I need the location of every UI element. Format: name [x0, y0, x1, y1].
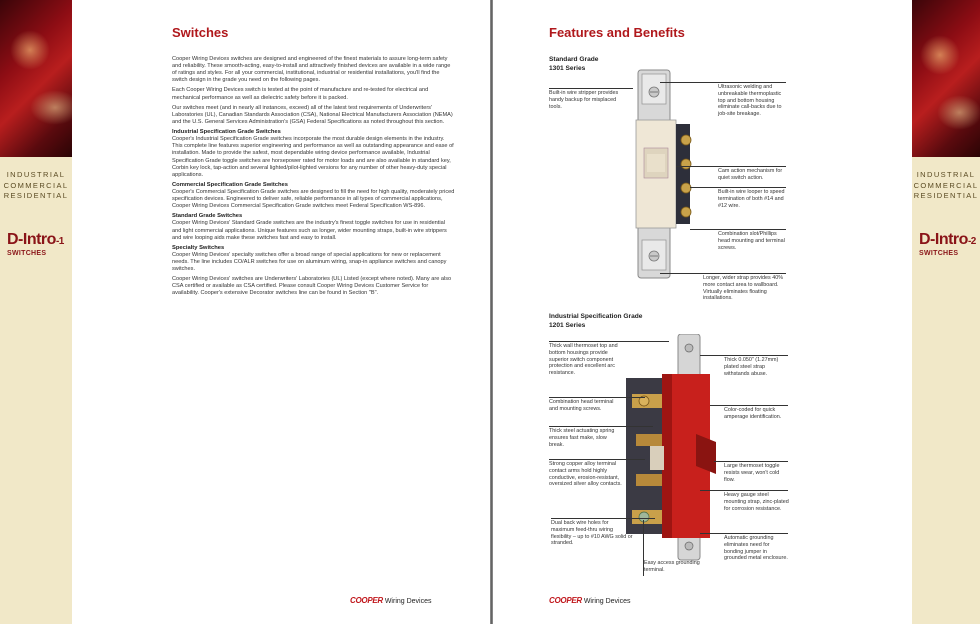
section-label: SWITCHES: [919, 250, 959, 257]
page-code-label: D-Intro: [7, 231, 56, 248]
cooper-logo: [350, 596, 432, 605]
callout-leader: [549, 397, 645, 398]
page-code: [919, 231, 976, 249]
industrial-grade-heading: [549, 313, 642, 330]
grade-name: Standard Grade: [549, 56, 599, 63]
section-text: Cooper Wiring Devices' Standard Grade switches are the industry's finest toggle switches for use in residential and light commercial applications. Unique features such as longer, wider mounting straps, built-in wire strippers and wire looping aids make these switches fast and easy to install.: [172, 220, 447, 241]
callout-leader: [714, 461, 788, 462]
callout-leader: [700, 355, 788, 356]
standard-grade-heading: [549, 56, 598, 73]
callout-contact-arms: Strong copper alloy terminal contact arms hold highly conductive, erosion-resistant, oversized silver alloy contacts.: [549, 461, 622, 488]
right-sidebar: [912, 0, 980, 624]
callout-leader: [690, 229, 786, 230]
callout-cam-action: Cam action mechanism for quiet switch action.: [718, 168, 783, 181]
page-code-label: D-Intro: [919, 231, 968, 248]
section-text: Cooper's Industrial Specification Grade switches incorporate the most durable design elements in the industry. This complete line features superior engineering and performance as well as outstanding appearance and ease of installation. Made to provide the safest, most dependable wiring device performance available, Industrial Specification Grade toggle switches are horsepower rated for motor loads and are also available in standard key, Corbin key lock, tap-action and several lighted/pilot-lighted versions for any number of other heavy-duty special applications.: [172, 136, 454, 178]
callout-actuating-spring: Thick steel actuating spring ensures fast make, slow break.: [549, 428, 615, 448]
cooper-logo: [549, 596, 631, 605]
body-text: [172, 56, 455, 301]
callout-thermoset-housing: Thick wall thermoset top and bottom housings provide superior switch component protection and excellent arc resistance.: [549, 343, 618, 377]
callout-ultrasonic-welding: Ultrasonic welding and unbreakable thermoplastic top and bottom housing eliminate call-backs due to job-site breakage.: [718, 84, 782, 118]
closing-paragraph: Cooper Wiring Devices' switches are Underwriters' Laboratories (UL) Listed (except where noted). Many are also CSA certified or available as CSA certified. Please consult Cooper Wiring Devices Customer Service for availability. Cooper's extensive Decorator switches line can be found in Section "B".: [172, 276, 452, 297]
section-heading: Specialty Switches: [172, 244, 225, 251]
callout-wider-strap: Longer, wider strap provides 40% more contact area to wallboard. Virtually eliminates floating installations.: [703, 275, 784, 302]
left-sidebar: [0, 0, 72, 624]
callout-color-coded: Color-coded for quick amperage identification.: [724, 407, 782, 420]
page-gutter: [490, 0, 493, 624]
section-heading: Industrial Specification Grade Switches: [172, 129, 281, 136]
section-text: Cooper's Commercial Specification Grade switches are designed to fill the need for high quality, moderately priced specification devices. Engineered to deliver safe, reliable performance in all types of commercial applications, Cooper Wiring Devices Commercial Specification Grade switches meet Federal Specification WS-896.: [172, 188, 455, 210]
callout-leader: [710, 405, 788, 406]
section-heading: Commercial Specification Grade Switches: [172, 181, 288, 188]
market-industrial: INDUSTRIAL: [6, 170, 66, 179]
callout-mounting-strap: Heavy gauge steel mounting strap, zinc-plated for corrosion resistance.: [724, 492, 789, 512]
callout-combination-slot: Combination slot/Phillips head mounting and terminal screws.: [718, 231, 785, 251]
callout-leader: [551, 518, 655, 519]
page-title: Features and Benefits: [549, 25, 685, 40]
page-title: Switches: [172, 25, 229, 40]
industrial-switch-image: [622, 334, 726, 562]
page-code: [7, 231, 64, 249]
sidebar-photo: [0, 0, 72, 157]
callout-thermoset-toggle: Large thermoset toggle resists wear, won't cold flow.: [724, 463, 780, 483]
logo-mark: COOPER: [549, 596, 582, 605]
page-number: -2: [967, 236, 976, 247]
callout-wire-looper: Built-in wire looper to speed termination of both #14 and #12 wire.: [718, 189, 785, 209]
callout-grounding-terminal: Easy access grounding terminal.: [644, 560, 700, 573]
grade-name: Industrial Specification Grade: [549, 313, 643, 320]
series-name: 1201 Series: [549, 321, 586, 329]
callout-leader: [549, 88, 633, 89]
callout-back-wire-holes: Dual back wire holes for maximum feed-thru wiring flexibility – up to #10 AWG solid or stranded.: [551, 520, 633, 547]
callout-leader: [549, 426, 653, 427]
callout-leader: [660, 273, 786, 274]
series-name: 1301 Series: [549, 64, 586, 72]
callout-leader: [690, 187, 786, 188]
market-industrial: INDUSTRIAL: [916, 170, 976, 179]
callout-leader: [700, 490, 788, 491]
intro-paragraph: Our switches meet (and in nearly all instances, exceed) all of the latest test requirements of Underwriters' Laboratories (UL), Canadian Standards Association (CSA), National Electrical Manufacturers Association (NEMA) and the U.S. General Services Administration's (GSA) Federal Specifications as noted throughout this section.: [172, 104, 453, 125]
callout-combination-head: Combination head terminal and mounting screws.: [549, 399, 614, 412]
intro-paragraph: Cooper Wiring Devices switches are designed and engineered of the finest materials to assure long-term safety and reliability. These smooth-acting, easy-to-install and attractively finished devices are available in a wide range of ratings and styles. For all your commercial, institutional, industrial or residential installations, you'll find the switch design in the grade you need on the following pages.: [172, 56, 451, 84]
callout-leader: [660, 82, 786, 83]
market-residential: RESIDENTIAL: [913, 191, 979, 200]
logo-text: Wiring Devices: [384, 598, 432, 605]
callout-leader: [700, 533, 788, 534]
market-list: [912, 170, 980, 202]
logo-mark: COOPER: [350, 596, 383, 605]
sidebar-photo: [912, 0, 980, 157]
page-number: -1: [55, 236, 64, 247]
market-residential: RESIDENTIAL: [3, 191, 69, 200]
callout-plated-strap: Thick 0.050" (1.27mm) plated steel strap withstands abuse.: [724, 357, 779, 377]
callout-leader: [549, 341, 669, 342]
callout-wire-stripper: Built-in wire stripper provides handy backup for misplaced tools.: [549, 90, 619, 110]
callout-leader: [549, 459, 645, 460]
logo-text: Wiring Devices: [583, 598, 631, 605]
callout-auto-grounding: Automatic grounding eliminates need for bonding jumper in grounded metal enclosure.: [724, 535, 788, 562]
market-commercial: COMMERCIAL: [913, 180, 979, 190]
market-commercial: COMMERCIAL: [3, 180, 69, 190]
standard-switch-image: [620, 68, 700, 282]
section-text: Cooper Wiring Devices' specialty switches offer a broad range of special applications for new or replacement needs. The line includes CO/ALR switches for use on aluminum wiring, snap-in appliance switches and canopy switches.: [172, 251, 447, 273]
callout-leader: [676, 166, 786, 167]
intro-paragraph: Each Cooper Wiring Devices switch is tested at the point of manufacture and re-tested for electrical and mechanical performance as well as dielectric safety before it is packed.: [172, 87, 429, 101]
section-heading: Standard Grade Switches: [172, 213, 243, 220]
market-list: [0, 170, 72, 202]
section-label: SWITCHES: [7, 250, 47, 257]
callout-leader: [643, 520, 644, 576]
